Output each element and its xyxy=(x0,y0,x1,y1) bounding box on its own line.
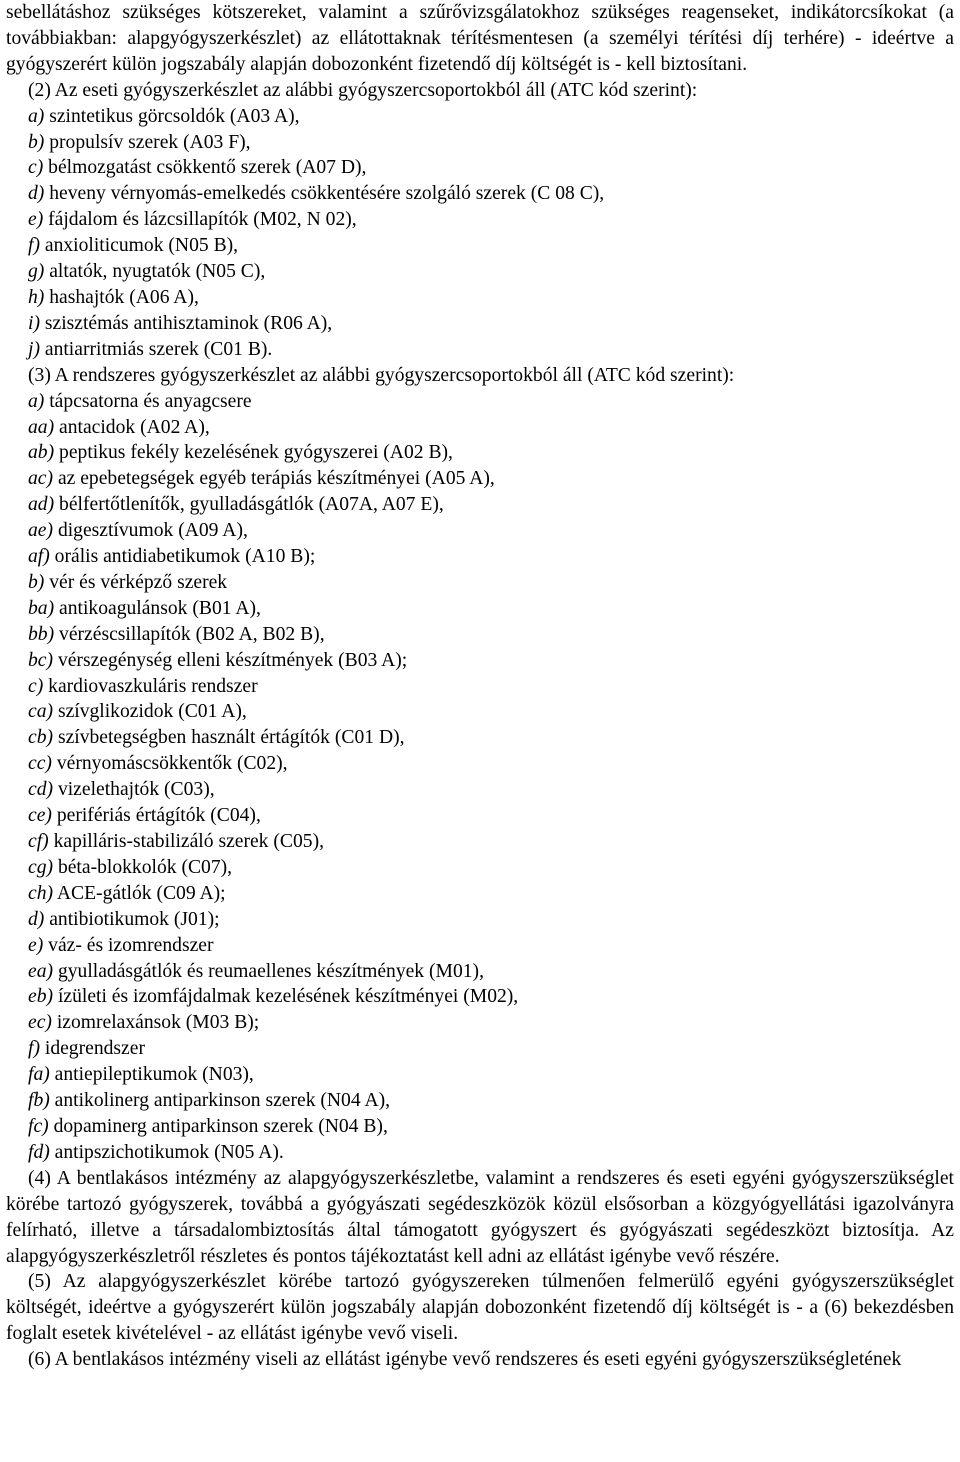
list-item-text: kardiovaszkuláris rendszer xyxy=(48,675,258,697)
list-item-label: e) xyxy=(28,209,44,231)
list-item xyxy=(6,544,954,570)
list-item-text: bélfertőtlenítők, gyulladásgátlók (A07A, A07 E), xyxy=(59,494,444,516)
list-item-text: digesztívumok (A09 A), xyxy=(57,520,248,542)
list-item-text: heveny vérnyomás-emelkedés csökkentésére szolgáló szerek (C 08 C), xyxy=(49,183,605,205)
paragraph-6: (6) A bentlakásos intézmény viseli az ellátást igénybe vevő rendszeres és eseti egyéni gyógyszerszükségletének xyxy=(28,1349,902,1371)
list-item-label: cf) xyxy=(28,831,49,852)
list-item-label: ad) xyxy=(28,494,55,516)
paragraph-4: (4) A bentlakásos intézmény az alapgyógyszerkészletbe, valamint a rendszeres és eseti egyéni gyógyszerszükséglet körébe tartozó gyógyszerek, továbbá a gyógyászati segédeszközök közül elsősorban a közgyógyellátási igazolványra felírható, illetve a társadalombiztosítás által támogatott gyógyszert és gyógyászati segédeszközt biztosítja. Az alapgyógyszerkészletről részletes és pontos tájékoztatást kell adni az ellátást igénybe vevő részére. xyxy=(6,1167,954,1267)
list-item-text: bélmozgatást csökkentő szerek (A07 D), xyxy=(48,157,367,179)
list-item-text: szívglikozidok (C01 A), xyxy=(57,701,247,723)
list-item-label: cb) xyxy=(28,727,54,749)
section-3-list xyxy=(6,389,954,1166)
list-item xyxy=(6,855,954,881)
list-item-text: antiarritmiás szerek (C01 B). xyxy=(44,338,273,360)
list-item xyxy=(6,570,954,596)
list-item-text: szisztémás antihisztaminok (R06 A), xyxy=(44,312,333,334)
list-item xyxy=(6,466,954,492)
list-item-label: ce) xyxy=(28,805,52,827)
list-item xyxy=(6,1062,954,1088)
section-2-list xyxy=(6,104,954,363)
list-item xyxy=(6,130,954,156)
list-item-text: ACE-gátlók (C09 A); xyxy=(56,882,226,904)
list-item-label: ae) xyxy=(28,520,54,542)
list-item-label: e) xyxy=(28,934,44,956)
list-item-text: ízületi és izomfájdalmak kezelésének készítményei (M02), xyxy=(57,986,519,1008)
list-item xyxy=(6,1010,954,1036)
list-item-label: f) xyxy=(28,1038,40,1060)
list-item xyxy=(6,337,954,363)
list-item xyxy=(6,674,954,700)
list-item-text: antiepileptikumok (N03), xyxy=(54,1064,254,1086)
list-item-label: cc) xyxy=(28,753,52,775)
list-item xyxy=(6,259,954,285)
list-item-label: ca) xyxy=(28,701,54,723)
list-item-label: c) xyxy=(28,675,44,697)
list-item-text: idegrendszer xyxy=(44,1038,145,1060)
list-item-text: anxioliticumok (N05 B), xyxy=(44,235,239,257)
list-item xyxy=(6,984,954,1010)
list-item-text: gyulladásgátlók és reumaellenes készítmények (M01), xyxy=(57,960,484,982)
list-item-text: izomrelaxánsok (M03 B); xyxy=(56,1012,260,1034)
list-item-text: propulsív szerek (A03 F), xyxy=(49,131,251,153)
list-item-label: cg) xyxy=(28,856,54,878)
list-item xyxy=(6,415,954,441)
list-item xyxy=(6,1140,954,1166)
list-item-text: antikoagulánsok (B01 A), xyxy=(59,597,261,619)
list-item xyxy=(6,725,954,751)
list-item-label: ab) xyxy=(28,442,55,464)
list-item-text: dopaminerg antiparkinson szerek (N04 B), xyxy=(53,1115,388,1137)
list-item-text: tápcsatorna és anyagcsere xyxy=(49,390,252,412)
list-item-label: bb) xyxy=(28,623,55,645)
list-item-label: fb) xyxy=(28,1090,50,1112)
list-item xyxy=(6,648,954,674)
list-item-text: vérzéscsillapítók (B02 A, B02 B), xyxy=(59,623,325,645)
list-item xyxy=(6,1114,954,1140)
list-item-text: kapilláris-stabilizáló szerek (C05), xyxy=(53,831,324,852)
list-item xyxy=(6,907,954,933)
section-3 xyxy=(6,363,954,1166)
list-item-text: antikolinerg antiparkinson szerek (N04 A), xyxy=(54,1090,391,1112)
list-item-label: af) xyxy=(28,546,50,568)
list-item-label: eb) xyxy=(28,986,54,1008)
list-item xyxy=(6,518,954,544)
list-item-text: szívbetegségben használt értágítók (C01 D), xyxy=(57,727,405,749)
list-item xyxy=(6,181,954,207)
paragraph-5: (5) Az alapgyógyszerkészlet körébe tartozó gyógyszereken túlmenően felmerülő egyéni gyógyszerszükséglet költségét, ideértve a gyógyszerért külön jogszabály alapján dobozonként fizetendő díj költségét is - a (6) bekezdésben foglalt esetek kivételével - az ellátást igénybe vevő viseli. xyxy=(6,1271,954,1345)
list-item-label: d) xyxy=(28,183,45,205)
list-item-label: c) xyxy=(28,157,44,179)
list-item-label: a) xyxy=(28,390,45,412)
list-item xyxy=(6,959,954,985)
list-item-label: fa) xyxy=(28,1064,50,1086)
list-item xyxy=(6,207,954,233)
list-item xyxy=(6,311,954,337)
section-2-heading: (2) Az eseti gyógyszerkészlet az alábbi gyógyszercsoportokból áll (ATC kód szerint): xyxy=(28,79,698,101)
list-item-label: a) xyxy=(28,105,45,127)
list-item xyxy=(6,803,954,829)
list-item-label: fd) xyxy=(28,1141,50,1163)
list-item-text: antibiotikumok (J01); xyxy=(49,908,220,930)
list-item-label: ea) xyxy=(28,960,54,982)
list-item-text: orális antidiabetikumok (A10 B); xyxy=(54,546,316,568)
list-item xyxy=(6,1036,954,1062)
list-item-text: antipszichotikumok (N05 A). xyxy=(54,1141,284,1163)
list-item xyxy=(6,699,954,725)
list-item-text: perifériás értágítók (C04), xyxy=(56,805,261,827)
list-item xyxy=(6,777,954,803)
list-item xyxy=(6,389,954,415)
list-item-text: az epebetegségek egyéb terápiás készítményei (A05 A), xyxy=(57,468,495,490)
list-item xyxy=(6,104,954,130)
list-item-label: b) xyxy=(28,131,45,153)
list-item-text: altatók, nyugtatók (N05 C), xyxy=(49,261,266,283)
list-item-text: szintetikus görcsoldók (A03 A), xyxy=(49,105,300,127)
section-2 xyxy=(6,78,954,363)
list-item xyxy=(6,881,954,907)
list-item-label: g) xyxy=(28,261,45,283)
list-item-text: peptikus fekély kezelésének gyógyszerei (A02 B), xyxy=(59,442,453,464)
list-item-label: d) xyxy=(28,908,45,930)
list-item-text: antacidok (A02 A), xyxy=(59,416,210,438)
list-item xyxy=(6,596,954,622)
list-item-label: ac) xyxy=(28,468,54,490)
list-item-label: i) xyxy=(28,312,40,334)
list-item-label: ba) xyxy=(28,597,55,619)
list-item-text: vérnyomáscsökkentők (C02), xyxy=(56,753,288,775)
list-item-label: j) xyxy=(28,338,40,360)
list-item-text: váz- és izomrendszer xyxy=(48,934,214,956)
list-item xyxy=(6,155,954,181)
list-item xyxy=(6,751,954,777)
list-item-label: aa) xyxy=(28,416,55,438)
list-item-label: fc) xyxy=(28,1115,49,1137)
list-item xyxy=(6,233,954,259)
list-item-label: cd) xyxy=(28,779,54,801)
list-item-text: béta-blokkolók (C07), xyxy=(57,856,233,878)
list-item-text: vér és vérképző szerek xyxy=(49,571,228,593)
list-item xyxy=(6,492,954,518)
list-item-text: vérszegénység elleni készítmények (B03 A); xyxy=(57,649,408,671)
list-item-label: b) xyxy=(28,571,45,593)
intro-paragraph: sebellátáshoz szükséges kötszereket, valamint a szűrővizsgálatokhoz szükséges reagenseket, indikátorcsíkokat (a továbbiakban: alapgyógyszerkészlet) az ellátottaknak térítésmentesen (a személyi térítési díj terhére) - ideértve a gyógyszerért külön jogszabály alapján dobozonként fizetendő díj költségét is - kell biztosítani. xyxy=(6,2,954,75)
list-item-label: ec) xyxy=(28,1012,52,1034)
list-item xyxy=(6,285,954,311)
section-3-heading: (3) A rendszeres gyógyszerkészlet az alábbi gyógyszercsoportokból áll (ATC kód szerint): xyxy=(28,364,735,386)
list-item xyxy=(6,829,954,855)
list-item-label: h) xyxy=(28,286,45,308)
list-item-label: bc) xyxy=(28,649,54,671)
list-item xyxy=(6,440,954,466)
list-item-text: vizelethajtók (C03), xyxy=(57,779,215,801)
list-item-text: hashajtók (A06 A), xyxy=(49,286,199,308)
list-item-text: fájdalom és lázcsillapítók (M02, N 02), xyxy=(48,209,357,231)
list-item-label: f) xyxy=(28,235,40,257)
list-item-label: ch) xyxy=(28,882,54,904)
list-item xyxy=(6,933,954,959)
list-item xyxy=(6,1088,954,1114)
list-item xyxy=(6,622,954,648)
